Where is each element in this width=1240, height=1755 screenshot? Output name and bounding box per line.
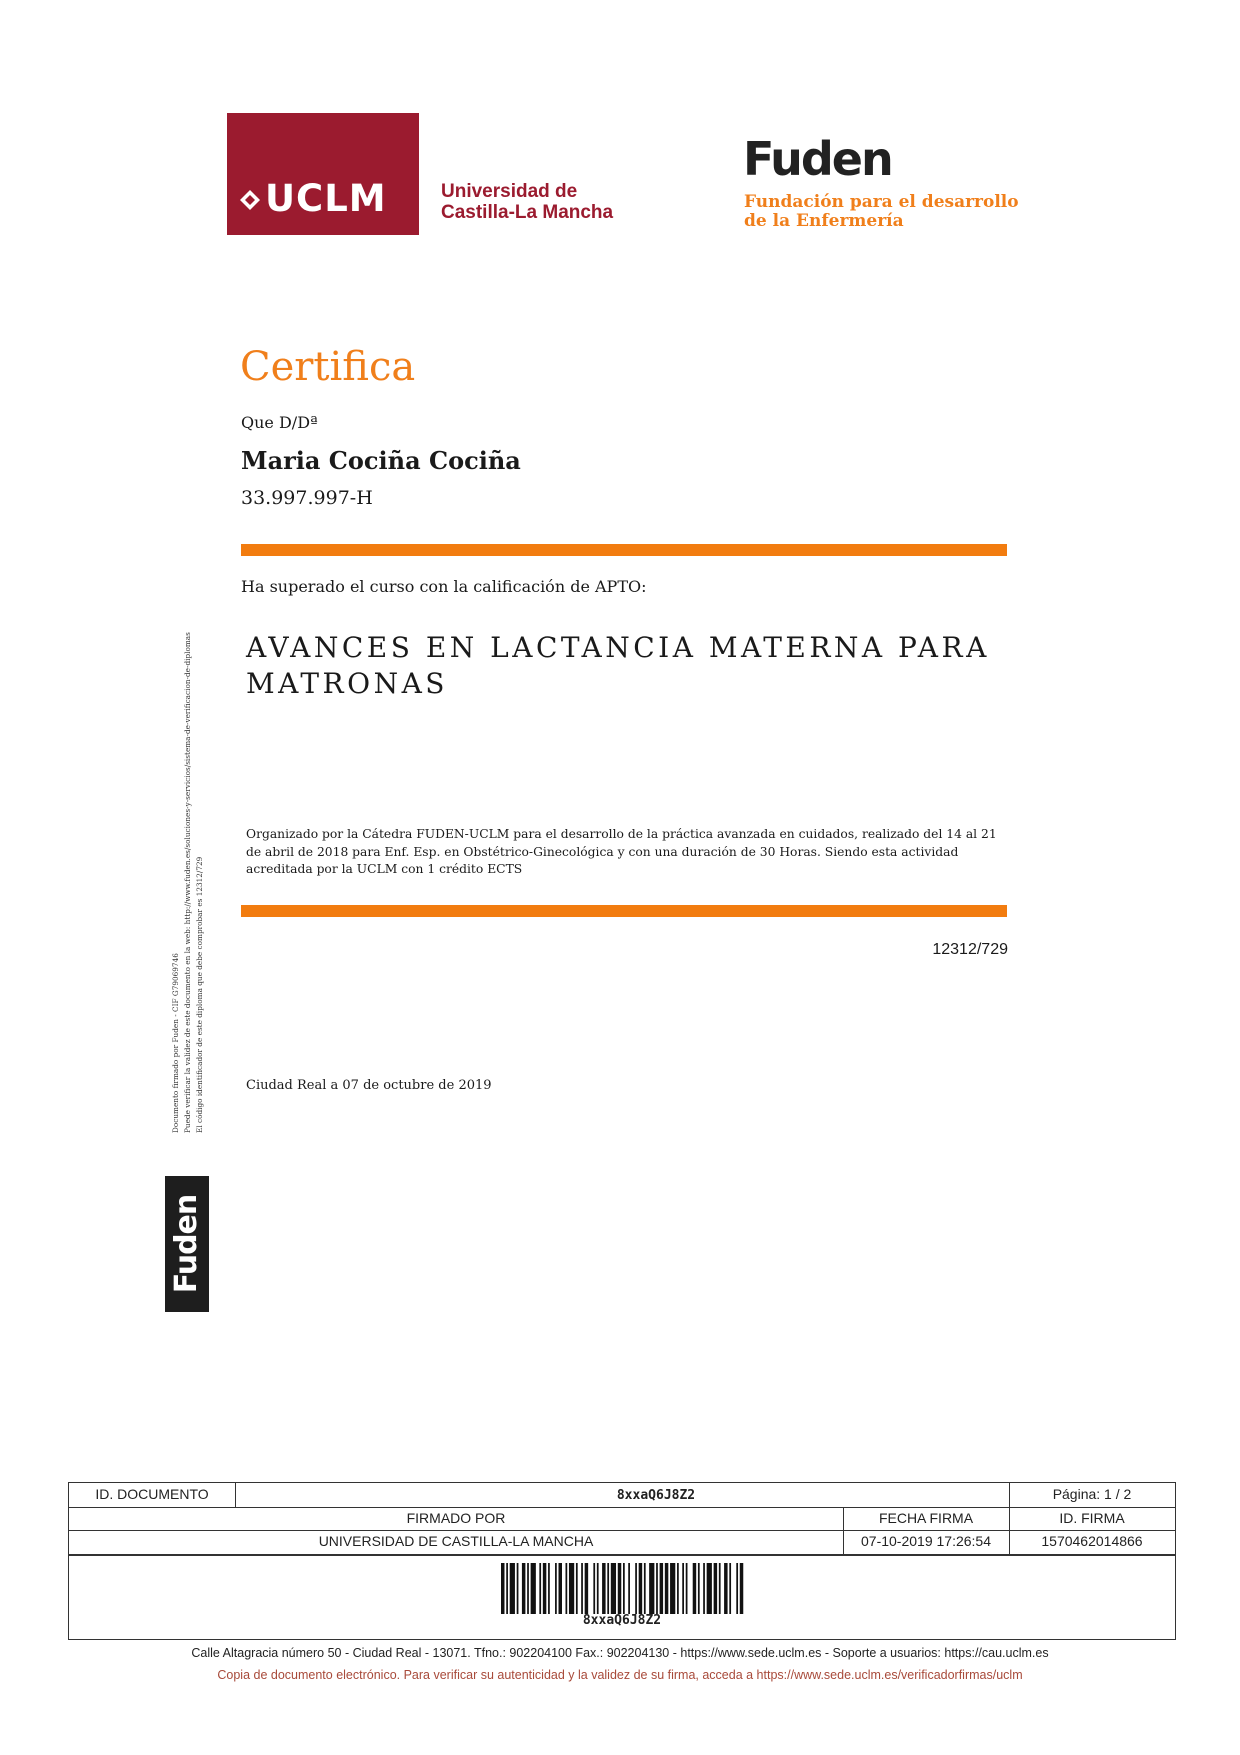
id-firma-value: 1570462014866 xyxy=(1041,1533,1143,1549)
footer-verification-notice: Copia de documento electrónico. Para verificar su autenticidad y la validez de su firma, acceda a https://www.sede.uclm.es/verificadorfirmas/uclm xyxy=(217,1668,1023,1682)
fuden-subtitle-line1: Fundación para el desarrollo xyxy=(744,192,1019,212)
side-note-line3: El código identificador de este diploma que debe comprobar es 12312/729 xyxy=(195,856,204,1133)
orange-divider-top xyxy=(241,544,1007,556)
barcode-bar xyxy=(527,1563,529,1614)
barcode-bar xyxy=(522,1563,525,1614)
uclm-logo-text: UCLM xyxy=(265,177,387,220)
barcode-bar xyxy=(703,1563,705,1614)
barcode-bar xyxy=(719,1563,721,1614)
firmado-por-label: FIRMADO POR xyxy=(406,1510,506,1526)
barcode-bar xyxy=(517,1563,519,1614)
signature-table xyxy=(68,1482,1176,1640)
barcode-bar xyxy=(707,1563,712,1614)
footer-address: Calle Altagracia número 50 - Ciudad Real - 13071. Tfno.: 902204100 Fax.: 902204130 - https://www.sede.uclm.es - Soporte a usuarios: https://cau.uclm.es xyxy=(191,1646,1049,1660)
barcode-bar xyxy=(501,1563,504,1614)
uclm-logo xyxy=(227,113,419,235)
barcode-bar xyxy=(635,1563,637,1614)
barcode-bar xyxy=(660,1563,663,1614)
barcode-bar xyxy=(644,1563,646,1614)
barcode-bar xyxy=(581,1563,583,1614)
id-documento-label: ID. DOCUMENTO xyxy=(95,1486,209,1502)
fuden-subtitle xyxy=(744,193,1024,231)
id-firma-label: ID. FIRMA xyxy=(1059,1510,1125,1526)
barcode-bar xyxy=(565,1563,567,1614)
fuden-logo-text: Fuden xyxy=(743,132,892,186)
barcode-bar xyxy=(539,1563,541,1614)
barcode-bar xyxy=(698,1563,700,1614)
id-documento-value: 8xxaQ6J8Z2 xyxy=(616,1488,696,1503)
barcode-bar xyxy=(628,1563,630,1614)
certificate-title: Certifica xyxy=(240,344,416,390)
barcode-bar xyxy=(714,1563,717,1614)
barcode-bar xyxy=(531,1563,536,1614)
barcode-bar xyxy=(618,1563,621,1614)
barcode-bar xyxy=(602,1563,605,1614)
fuden-vertical-badge xyxy=(165,1176,209,1312)
place-date: Ciudad Real a 07 de octubre de 2019 xyxy=(246,1078,492,1093)
certificate-intro: Que D/Dª xyxy=(241,413,318,432)
side-note-line1: Documento firmado por Fuden - CIF G79069746 xyxy=(171,953,180,1133)
barcode-bar xyxy=(693,1563,696,1614)
barcode-bar xyxy=(510,1563,515,1614)
barcode-bar xyxy=(677,1563,679,1614)
person-id: 33.997.997-H xyxy=(241,487,373,509)
barcode-bar xyxy=(585,1563,588,1614)
barcode-bar xyxy=(597,1563,599,1614)
barcode-bar xyxy=(576,1563,578,1614)
side-note-line2: Puede verificar la validez de este documento en la web: http://www.fuden.es/soluciones-y-servicios/sistema-de-verificacion-de-diplomas xyxy=(183,632,192,1133)
result-text: Ha superado el curso con la calificación de APTO: xyxy=(241,577,647,596)
barcode-bar xyxy=(724,1563,727,1614)
person-name: Maria Cociña Cociña xyxy=(241,446,521,475)
barcode-bar xyxy=(665,1563,668,1614)
uclm-name-line2: Castilla-La Mancha xyxy=(441,202,614,223)
barcode-bar xyxy=(611,1563,616,1614)
barcode-bar xyxy=(740,1563,743,1614)
barcode-bar xyxy=(682,1563,684,1614)
barcode-bar xyxy=(686,1563,688,1614)
fuden-subtitle-line2: de la Enfermería xyxy=(744,211,904,231)
barcode-bar xyxy=(543,1563,546,1614)
firmado-por-value: UNIVERSIDAD DE CASTILLA-LA MANCHA xyxy=(318,1533,594,1549)
barcode-bar xyxy=(559,1563,562,1614)
barcode-icon xyxy=(501,1563,745,1614)
uclm-emblem-icon xyxy=(239,189,261,211)
fecha-firma-value: 07-10-2019 17:26:54 xyxy=(861,1533,991,1549)
barcode-bar xyxy=(729,1563,731,1614)
barcode-bar xyxy=(639,1563,642,1614)
barcode-bar xyxy=(649,1563,654,1614)
orange-divider-bottom xyxy=(241,905,1007,917)
certificate-number: 12312/729 xyxy=(932,941,1008,958)
barcode-text: 8xxaQ6J8Z2 xyxy=(582,1613,662,1628)
page-number: Página: 1 / 2 xyxy=(1052,1486,1132,1502)
table-divider xyxy=(69,1554,1175,1556)
barcode-bar xyxy=(506,1563,508,1614)
barcode-bar xyxy=(623,1563,625,1614)
barcode-bar xyxy=(593,1563,595,1614)
barcode-bar xyxy=(607,1563,609,1614)
barcode-bar xyxy=(670,1563,675,1614)
verification-side-note xyxy=(170,533,206,1133)
organized-text: Organizado por la Cátedra FUDEN-UCLM para el desarrollo de la práctica avanzada en cuidados, realizado del 14 al 21 de abril de 2018 para Enf. Esp. en Obstétrico-Ginecológica y con una duración de 30 Horas. Siendo esta actividad acreditada por la UCLM con 1 crédito ECTS xyxy=(246,827,997,876)
barcode-bar xyxy=(548,1563,550,1614)
course-title: AVANCES EN LACTANCIA MATERNA PARA MATRONAS xyxy=(246,631,990,700)
uclm-university-name xyxy=(441,181,661,223)
fecha-firma-label: FECHA FIRMA xyxy=(878,1510,974,1526)
barcode-bar xyxy=(569,1563,574,1614)
fuden-badge-text: Fuden xyxy=(169,1194,204,1294)
barcode-bar xyxy=(555,1563,557,1614)
uclm-name-line1: Universidad de xyxy=(441,181,578,202)
barcode-bar xyxy=(656,1563,658,1614)
barcode-bar xyxy=(736,1563,738,1614)
